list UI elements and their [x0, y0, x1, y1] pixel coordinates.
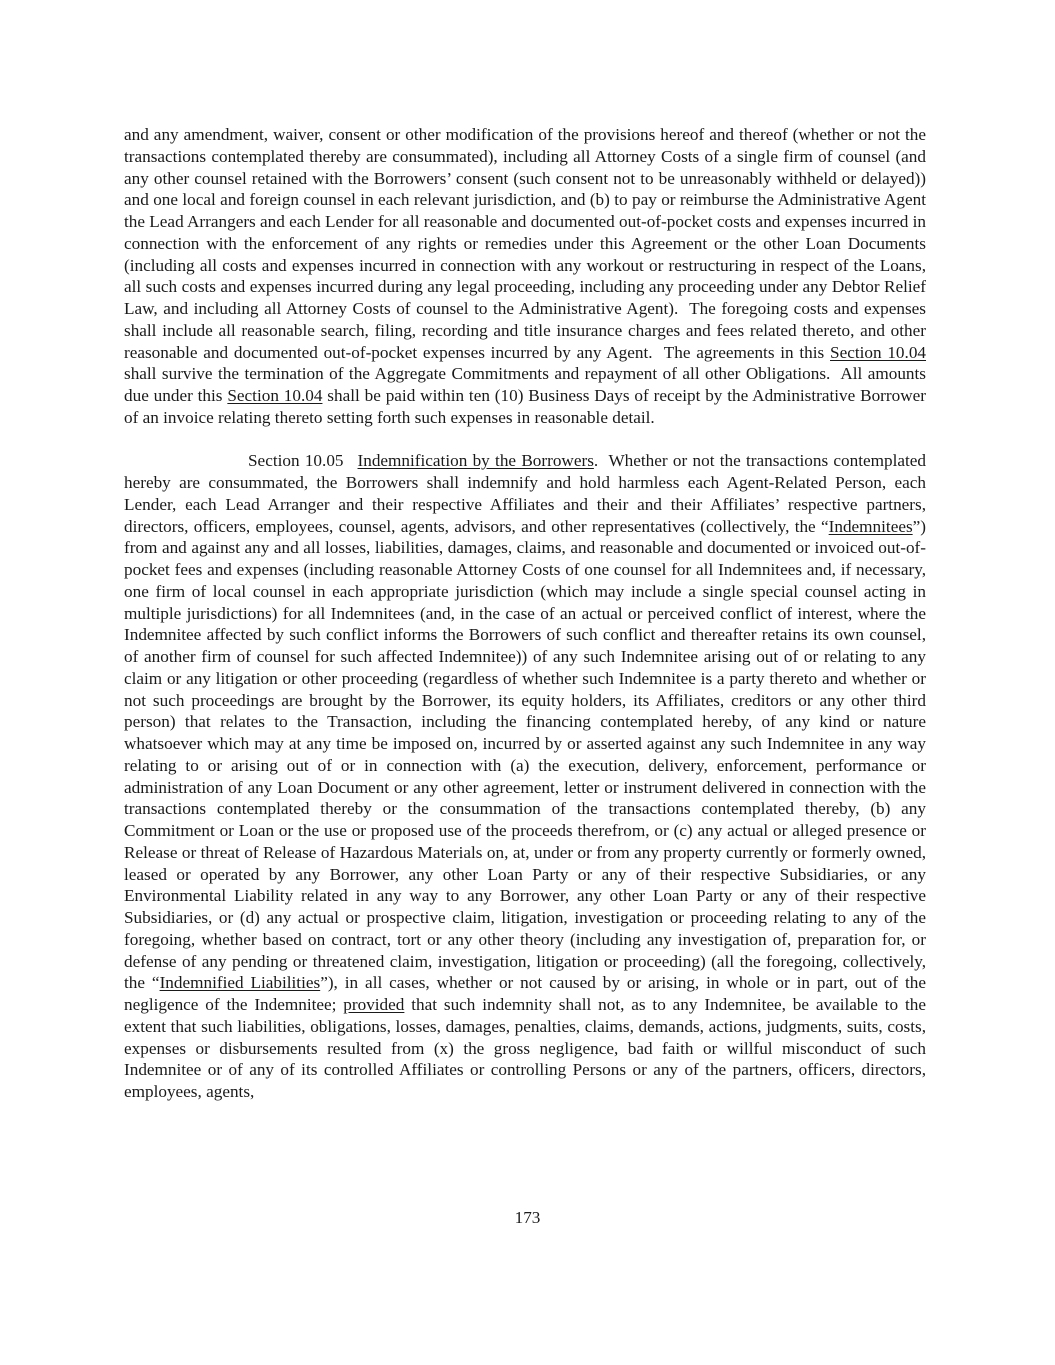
section-reference: Section 10.04 — [830, 342, 927, 362]
defined-term: Indemnified Liabilities — [159, 973, 321, 993]
paragraph-text: ”), in all cases, whether or not caused by or arising, in whole or in part, out of the negligence of the Indemnitee; — [124, 973, 926, 1014]
paragraph-text: shall be paid within ten (10) Business Days of receipt by the Administrative Borrower of an invoice relating thereto setting forth such expenses in reasonable detail. — [124, 386, 926, 427]
paragraph-text: ”) from and against any and all losses, liabilities, damages, claims, and reasonable and documented or invoiced out-of-pocket fees and expenses (including reasonable Attorney Costs of one counsel for all Indemnitees and, if necessary, one firm of local counsel in each appropriate jurisdiction (which may include a single special counsel acting in multiple jurisdictions) for all Indemnitees (and, in the case of an actual or perceived conflict of interest, where the Indemnitee affected by such conflict informs the Borrowers of such conflict and thereafter retains its own counsel, of another firm of counsel for such affected Indemnitee)) of any such Indemnitee arising out of or relating to any claim or any litigation or other proceeding (regardless of whether such Indemnitee is a party thereto and whether or not such proceedings are brought by the Borrower, its equity holders, its Affiliates, creditors or any other third person) that relates to the Transaction, including the financing contemplated hereby, of any kind or nature whatsoever which may at any time be imposed on, incurred by or asserted against any such Indemnitee in any way relating to or arising out of or in connection with (a) the execution, delivery, enforcement, performance or administration of any Loan Document or any other agreement, letter or instrument delivered in connection with the transactions contemplated thereby or the consummation of the transactions contemplated thereby, (b) any Commitment or Loan or the use or proposed use of the proceeds therefrom, or (c) any actual or alleged presence or Release or threat of Release of Hazardous Materials on, at, under or from any property currently or formerly owned, leased or operated by any Borrower, any other Loan Party or any of their respective Subsidiaries, or any Environmental Liability related in any way to any Borrower, any other Loan Party or any of their respective Subsidiaries, or (d) any actual or prospective claim, litigation, investigation or proceeding relating to any of the foregoing, whether based on contract, tort or any other theory (including any investigation of, preparation for, or defense of any pending or threatened claim, investigation, litigation or proceeding) (all the foregoing, collectively, the “ — [124, 516, 926, 993]
defined-term: provided — [343, 995, 405, 1014]
paragraph-text: shall survive the termination of the Aggregate Commitments and repayment of all other Obligations. All amounts due under this — [124, 364, 926, 405]
paragraph-text: and any amendment, waiver, consent or other modification of the provisions hereof and thereof (whether or not the transactions contemplated thereby are consummated), including all Attorney Costs of a single firm of counsel (and any other counsel retained with the Borrowers’ consent (such consent not to be unreasonably withheld or delayed)) and one local and foreign counsel in each relevant jurisdiction, and (b) to pay or reimburse the Administrative Agent the Lead Arrangers and each Lender for all reasonable and documented out-of-pocket costs and expenses incurred in connection with the enforcement of any rights or remedies under this Agreement or the other Loan Documents (including all costs and expenses incurred in connection with any workout or restructuring in respect of the Loans, all such costs and expenses incurred during any legal proceeding, including any proceeding under any Debtor Relief Law, and including all Attorney Costs of counsel to the Administrative Agent). The foregoing costs and expenses shall include all reasonable search, filing, recording and title insurance charges and fees related thereto, and other reasonable and documented out-of-pocket expenses incurred by any Agent. The agreements in this — [124, 125, 926, 362]
defined-term: Indemnitees — [828, 516, 913, 536]
section-10-05-paragraph — [124, 450, 926, 1103]
paragraph-text: that such indemnity shall not, as to any Indemnitee, be available to the extent that such liabilities, obligations, losses, damages, penalties, claims, demands, actions, judgments, suits, costs, expenses or disbursements resulted from (x) the gross negligence, bad faith or willful misconduct of such Indemnitee or of any of its controlled Affiliates or controlling Persons or any of the partners, officers, directors, employees, agents, — [124, 995, 926, 1101]
section-10-04-continuation-paragraph — [124, 124, 926, 429]
page-number: 173 — [514, 1208, 541, 1227]
section-heading: Indemnification by the Borrowers — [357, 451, 594, 471]
paragraph-text: Whether or not the transactions contemplated hereby are consummated, the Borrowers shall indemnify and hold harmless each Agent-Related Person, each Lender, each Lead Arranger and their respective Affiliates and their and their Affiliates’ respective partners, directors, officers, employees, counsel, agents, advisors, and other representatives (collectively, the “ — [124, 451, 926, 536]
section-number: Section 10.05 — [248, 451, 344, 471]
document-page — [124, 124, 926, 1103]
section-reference: Section 10.04 — [227, 386, 323, 405]
heading-punctuation: . — [593, 451, 599, 471]
